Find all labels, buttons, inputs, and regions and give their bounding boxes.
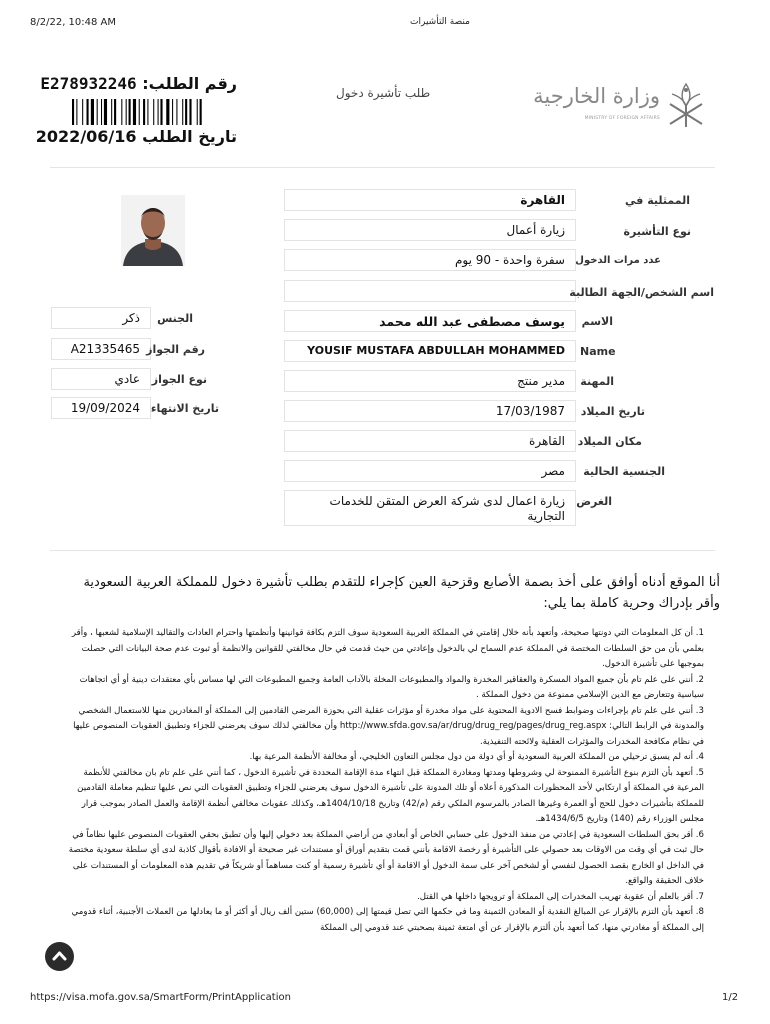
nationality-label: الجنسية الحالية — [583, 465, 665, 478]
form-title: طلب تأشيرة دخول — [336, 86, 431, 100]
request-number-label: رقم الطلب: — [142, 74, 237, 93]
gender-label: الجنس — [157, 312, 193, 325]
term-2: 2. أنني على علم تام بأن جميع المواد المسكرة والعقاقير المخدرة والمواد والمطبوعات المخلة بالآداب العامة وجميع المطبوعات التي لها مساس بأي معتقدات دينية أو أي اتجاهات سياسية وتتعارض مع الدين الإسلامي ممنوعة من دخول المملكة . — [79, 674, 704, 700]
term-5: 5. أتعهد بأن التزم بنوع التأشيرة الممنوحة لي وشروطها ومدتها ومغادرة المملكة قبل انتهاء مدة الإقامة المحددة في تأشيرة الدخول ، كما أنني على علم تام بان مخالفتي للأنظمة المرعية في المملكة أو ارتكابي لأحد المحظورات المذكورة أعلاه أو تلك المدونة على تأشيرة الدخول سوف يعرضني للجزاء وتطبيق العقوبات التي نص عليها تنظيم معاملة القادمين للمملكة بتأشيرات دخول للحج أو العمرة وغيرها الصادر بالمرسوم الملكي رقم (م/42) وتاريخ 1404/10/18هـ، وكذلك عقوبات مخالفي أنظمة الإقامة والعمل الصادر بموجب قرار مجلس الوزراء رقم (140) وتاريخ 1434/6/5هـ. — [77, 767, 704, 824]
request-date-value: 2022/06/16 — [35, 127, 137, 146]
visa-type-field: زيارة أعمال — [284, 219, 576, 241]
requester-field — [284, 280, 576, 302]
term-1: 1. أن كل المعلومات التي دونتها صحيحة، وأتعهد بأنه خلال إقامتي في المملكة العربية السعودية سوف التزم بكافة قوانينها وأنظمتها واحترام العادات والتقاليد الإسلامية لشعبها ، وأقر بعلمي بأن من حق السلطات المختصة في المملكة عدم السماح لي بالدخول وإعادتي من حيث قدمت في حال مخالفتي للقوانين والانظمة أو ثبوت عدم صحة البيانات التي حصلت بموجبها على تأشيرة الدخول. — [71, 628, 704, 669]
passport-type-label: نوع الجواز — [151, 373, 207, 386]
purpose-field: زيارة اعمال لدى شركة العرض المتقن للخدمات التجارية — [284, 490, 576, 526]
term-6: 6. أقر بحق السلطات السعودية في إعادتي من منفذ الدخول على حسابي الخاص أو أبعادي من أراضي المملكة بعد دخولي إليها وأن تطبق بحقي العقوبات المنصوص عليها نظاماً في حال ثبت في أي وقت من الاوقات بعد حصولي على التأشيرة أو رخصة الاقامة بأنني قمت بتقديم أوراق أو مستندات غير صحيحة أو الافادة بأقوال كاذبة لدى أي سلطة سعودية مختصة في الداخل او الخارج بقصد الحصول لنفسي أو لشخص آخر على سمة الدخول أو الاقامة أو أي تأشيرة رسمية أو كنت مساهماً أو شريكاً في تقديم هذه المعلومات أو المستندات على خلاف الحقيقة والواقع. — [68, 829, 704, 886]
entries-field: سفرة واحدة - 90 يوم — [284, 249, 576, 271]
requester-label: اسم الشخص/الجهة الطالبة — [569, 286, 714, 299]
birth-place-label: مكان الميلاد — [577, 435, 642, 448]
mission-label: الممثلية في — [625, 194, 690, 207]
print-url: https://visa.mofa.gov.sa/SmartForm/PrintApplication — [30, 992, 291, 1003]
print-page-number: 1/2 — [722, 992, 739, 1003]
birth-place-field: القاهرة — [284, 430, 576, 452]
birth-date-field: 17/03/1987 — [284, 400, 576, 422]
gender-field: ذكر — [51, 307, 151, 329]
ministry-logo — [533, 80, 710, 132]
profession-field: مدير منتج — [284, 370, 576, 392]
request-date-row — [35, 127, 237, 146]
name-ar-field: يوسف مصطفى عبد الله محمد — [284, 310, 576, 332]
declaration-intro: أنا الموقع أدناه أوافق على أخذ بصمة الأصابع وقزحية العين كإجراء للتقدم بطلب تأشيرة دخول للمملكة العربية السعودية وأقر بإدراك وحرية كاملة بما يلي: — [83, 575, 720, 611]
name-en-field: YOUSIF MUSTAFA ABDULLAH MOHAMMED — [284, 340, 576, 362]
nationality-field: مصر — [284, 460, 576, 482]
request-number-value: E278932246 — [40, 74, 137, 93]
term-7: 7. أقر بالعلم أن عقوبة تهريب المخدرات إلى المملكة أو ترويجها داخلها هي القتل. — [417, 891, 704, 902]
passport-expiry-label: تاريخ الانتهاء — [150, 402, 219, 415]
profession-label: المهنة — [580, 375, 614, 388]
chevron-up-icon — [45, 942, 74, 971]
visa-type-label: نوع التأشيرة — [623, 225, 691, 238]
passport-expiry-field: 19/09/2024 — [51, 397, 151, 419]
applicant-photo — [121, 195, 185, 266]
request-number-row — [40, 74, 237, 93]
passport-type-field: عادي — [51, 368, 151, 390]
term-4: 4. أنه لم يسبق ترحيلي من المملكة العربية السعودية أو أي دولة من دول مجلس التعاون الخليجي، أو مخالفة الأنظمة المرعية بها. — [249, 752, 704, 762]
barcode-icon — [72, 99, 234, 125]
mission-field: القاهرة — [284, 189, 576, 211]
entries-label: عدد مرات الدخول — [575, 255, 661, 266]
print-title: منصة التأشيرات — [410, 17, 470, 27]
term-3: 3. أنني على علم تام بإجراءات وضوابط فسح الادوية المحتوية على مواد مخدرة أو مؤثرات عقلية التي بحوزة المرضى القادمين إلى المملكة أو المغادرين منها للاستعمال الشخصي والمدونة في الرابط التالي: http://www.sfda.gov.sa/ar/drug/drug_reg/pages/drug_reg.aspx وأن مخالفتي لذلك سوف يعرضني للجزاء وتطبيق العقوبات المنصوص عليها في نظام مكافحة المخدرات والمؤثرات العقلية ولائحته التنفيذية. — [73, 705, 704, 747]
name-ar-label: الاسم — [581, 315, 613, 328]
ministry-name: وزارة الخارجية — [533, 84, 660, 108]
name-en-label: Name — [580, 345, 616, 358]
birth-date-label: تاريخ الميلاد — [580, 405, 645, 418]
saudi-emblem-icon — [664, 80, 708, 130]
print-datetime: 8/2/22, 10:48 AM — [30, 17, 117, 28]
term-8: 8. أتعهد بأن التزم بالإقرار عن المبالغ النقدية أو المعادن الثمينة وما في حكمها التي تصل قيمتها إلى (60,000) ستين ألف ريال أو أكثر أو ما يعادلها من العملات الأجنبية، أثناء قدومي إلى المملكة أو مغادرتي منها، كما أتعهد بأن ألتزم بالإقرار عن أي امتعة ثمينة بصحبتي عند قدومي إلى المملكة — [71, 907, 704, 933]
declaration-terms — [62, 626, 704, 936]
passport-number-field: A21335465 — [51, 338, 151, 360]
ministry-name-en: MINISTRY OF FOREIGN AFFAIRS — [584, 116, 660, 121]
scroll-top-button[interactable] — [45, 942, 74, 971]
request-date-label: تاريخ الطلب — [142, 127, 237, 146]
purpose-label: الغرض — [576, 495, 612, 508]
passport-number-label: رقم الجواز — [146, 343, 205, 356]
